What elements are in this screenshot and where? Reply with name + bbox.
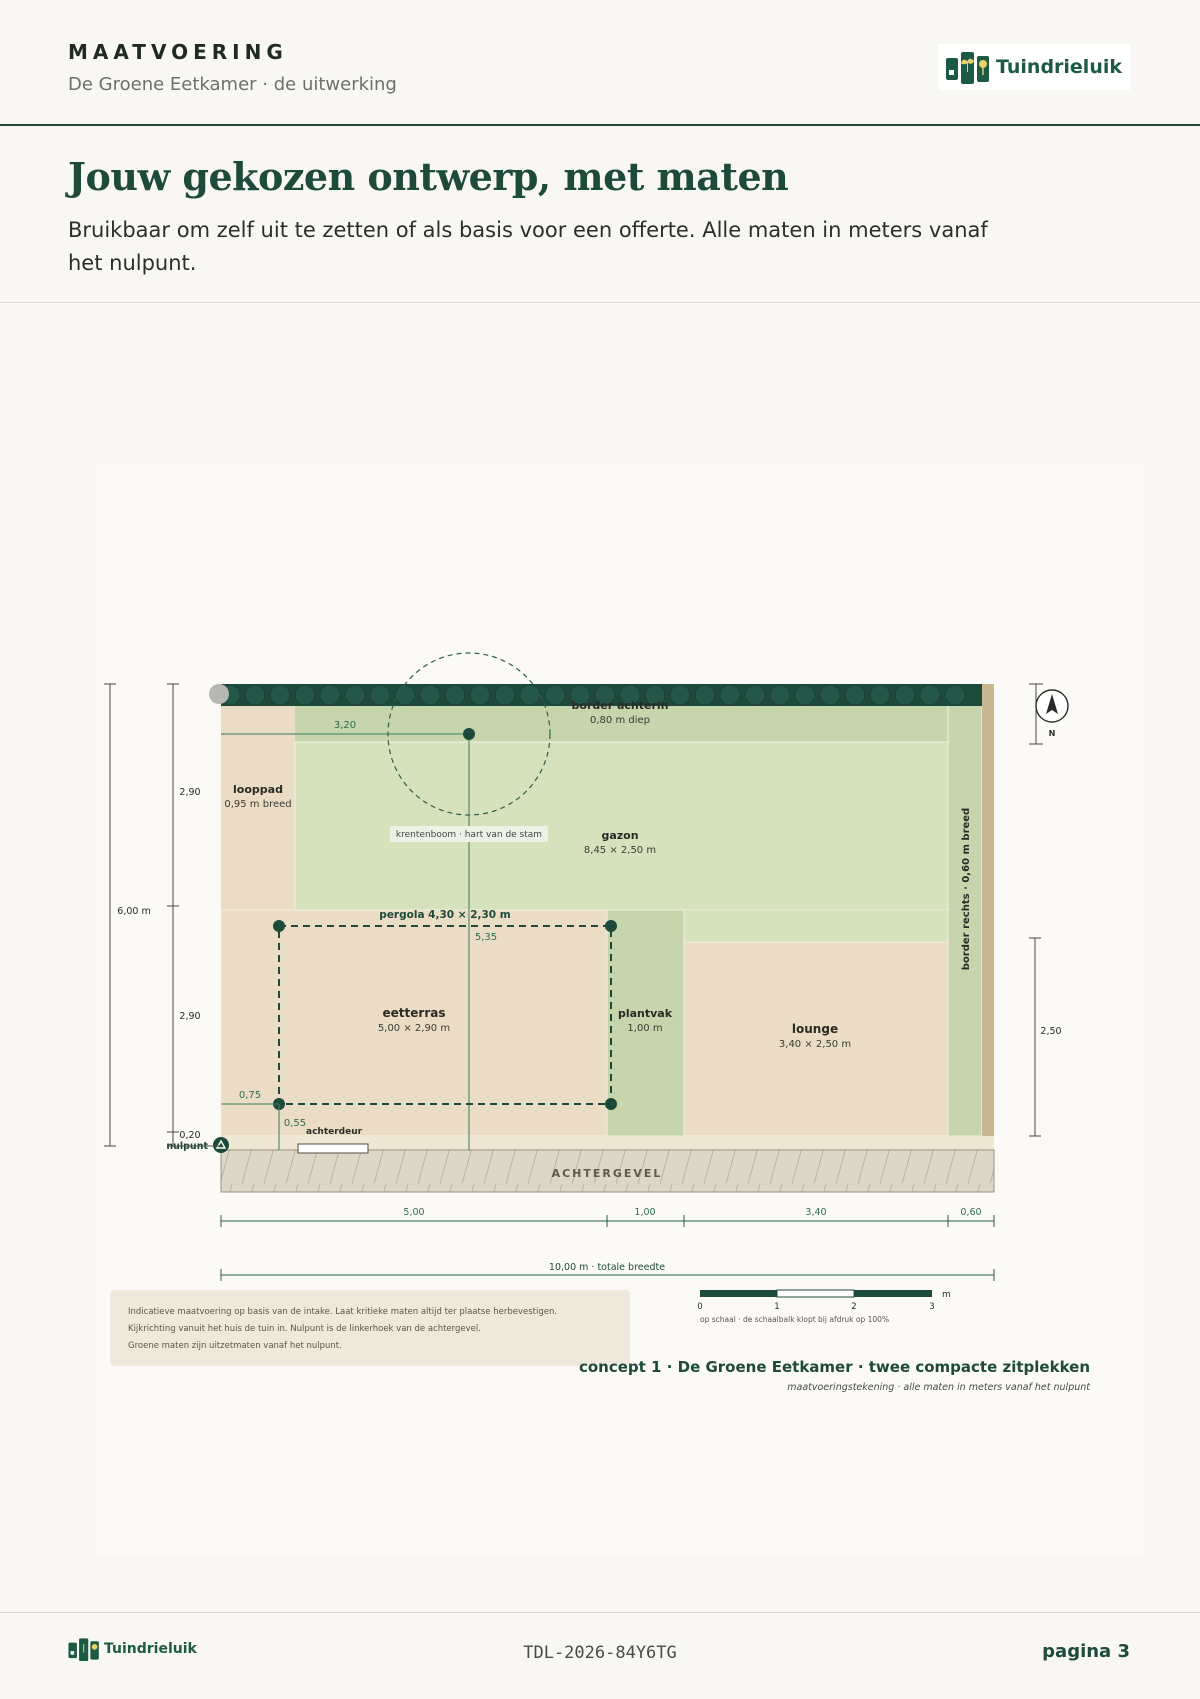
plan-subcaption: maatvoeringstekening · alle maten in meters vanaf het nulpunt — [787, 1382, 1090, 1393]
note-1: Indicatieve maatvoering op basis van de intake. Laat kritieke maten altijd ter plaatse herbevestigen. — [128, 1307, 558, 1317]
hedge-shrub — [870, 685, 890, 705]
zone-gazon-extension — [684, 910, 948, 942]
hedge-shrub — [295, 685, 315, 705]
dim-tree-y: 5,35 — [474, 932, 498, 943]
border-achterin-size: 0,80 m diep — [590, 715, 650, 726]
dim-width-plantvak: 1,00 — [634, 1207, 656, 1218]
pergola-post-4 — [605, 1098, 617, 1110]
plantvak-size: 1,00 m — [627, 1023, 663, 1034]
brand-logo — [938, 44, 1130, 90]
hedge-shrub — [770, 685, 790, 705]
hedge-shrub — [370, 685, 390, 705]
fence-right — [982, 684, 994, 1136]
pergola-post-1 — [273, 920, 285, 932]
document-id: TDL-2026-84Y6TG — [523, 1643, 677, 1663]
tree-label: krentenboom · hart van de stam — [395, 830, 543, 840]
dim-door-x: 0,55 — [283, 1118, 307, 1129]
hedge-shrub — [245, 685, 265, 705]
lounge-name: lounge — [791, 1022, 839, 1036]
nulpunt-marker — [213, 1137, 229, 1153]
hedge-shrub — [820, 685, 840, 705]
dim-width-border: 0,60 — [960, 1207, 982, 1218]
plan-drawing — [0, 304, 1200, 1604]
dim-offset: 0,20 — [179, 1130, 201, 1141]
hedge-shrub — [920, 685, 940, 705]
dim-total-width: 10,00 m · totale breedte — [548, 1262, 666, 1273]
section-subtitle: De Groene Eetkamer · de uitwerking — [68, 74, 397, 95]
hedge-shrub — [420, 685, 440, 705]
logo-icon — [946, 50, 990, 84]
intro-section — [0, 126, 1200, 303]
achterdeur-label: achterdeur — [306, 1127, 363, 1137]
hedge-shrub — [895, 685, 915, 705]
gazon-name: gazon — [601, 829, 639, 842]
page-header — [0, 0, 1200, 126]
hedge-shrub — [320, 685, 340, 705]
achterdeur-door — [298, 1144, 368, 1153]
dim-width-lounge: 3,40 — [805, 1207, 827, 1218]
looppad-size: 0,95 m breed — [224, 799, 292, 810]
hedge-shrub — [345, 685, 365, 705]
hedge-shrub — [270, 685, 290, 705]
hedge-shrub — [670, 685, 690, 705]
garden-plan — [0, 304, 1200, 1604]
hedge-shrub — [945, 685, 965, 705]
hedge-shrub — [545, 685, 565, 705]
footer-brand-name: Tuindrieluik — [104, 1641, 197, 1657]
note-2: Kijkrichting vanuit het huis de tuin in. Nulpunt is de linkerhoek van de achtergevel. — [128, 1324, 481, 1334]
dim-pergola-x: 0,75 — [238, 1090, 262, 1101]
pergola-label: pergola 4,30 × 2,30 m — [379, 909, 511, 921]
scale-unit: m — [942, 1290, 951, 1300]
hedge-shrub — [845, 685, 865, 705]
border-achterin-name: border achterin — [571, 699, 669, 712]
scale-note: op schaal · de schaalbalk klopt bij afdruk op 100% — [700, 1315, 890, 1324]
hedge-shrub — [745, 685, 765, 705]
intro-lead: Bruikbaar om zelf uit te zetten of als basis voor een offerte. Alle maten in meters vanaf het nulpunt. — [68, 218, 988, 275]
lounge-size: 3,40 × 2,50 m — [778, 1039, 852, 1050]
dim-tree-x: 3,20 — [333, 720, 357, 731]
hedge-shrub — [395, 685, 415, 705]
looppad-name: looppad — [233, 783, 283, 796]
note-3: Groene maten zijn uitzetmaten vanaf het nulpunt. — [128, 1341, 342, 1351]
dim-upper-depth: 2,90 — [179, 787, 201, 798]
hedge-shrub — [695, 685, 715, 705]
hedge-shrub — [445, 685, 465, 705]
dim-lounge-depth: 2,50 — [1040, 1026, 1062, 1037]
scale-tick-2: 2 — [851, 1302, 857, 1312]
hedge-shrub — [495, 685, 515, 705]
hedge-end-marker — [209, 684, 229, 704]
plantvak-name: plantvak — [617, 1007, 673, 1020]
scale-tick-0: 0 — [697, 1302, 703, 1312]
hedge-shrub — [795, 685, 815, 705]
tree-stem-point — [463, 728, 475, 740]
nulpunt-label: nulpunt — [166, 1141, 208, 1152]
section-kicker: MAATVOERING — [68, 40, 288, 64]
eetterras-size: 5,00 × 2,90 m — [377, 1023, 451, 1034]
dim-lower-depth: 2,90 — [179, 1011, 201, 1022]
border-rechts-label: border rechts · 0,60 m breed — [961, 807, 972, 971]
achtergevel-label: ACHTERGEVEL — [551, 1167, 663, 1180]
hedge-shrub — [720, 685, 740, 705]
eetterras-name: eetterras — [382, 1006, 446, 1020]
page-number: pagina 3 — [1042, 1641, 1130, 1662]
brand-name: Tuindrieluik — [996, 56, 1122, 78]
scale-tick-3: 3 — [929, 1302, 935, 1312]
page-title: Jouw gekozen ontwerp, met maten — [68, 154, 789, 199]
north-label: N — [1048, 729, 1056, 738]
gazon-size: 8,45 × 2,50 m — [583, 845, 657, 856]
dim-width-terras: 5,00 — [403, 1207, 425, 1218]
plan-caption: concept 1 · De Groene Eetkamer · twee compacte zitplekken — [578, 1358, 1090, 1376]
page-footer — [0, 1612, 1200, 1699]
hedge-shrub — [520, 685, 540, 705]
dim-total-depth: 6,00 m — [117, 906, 151, 917]
scale-bar — [700, 1290, 932, 1297]
scale-tick-1: 1 — [774, 1302, 780, 1312]
pergola-post-2 — [605, 920, 617, 932]
hedge-shrub — [470, 685, 490, 705]
